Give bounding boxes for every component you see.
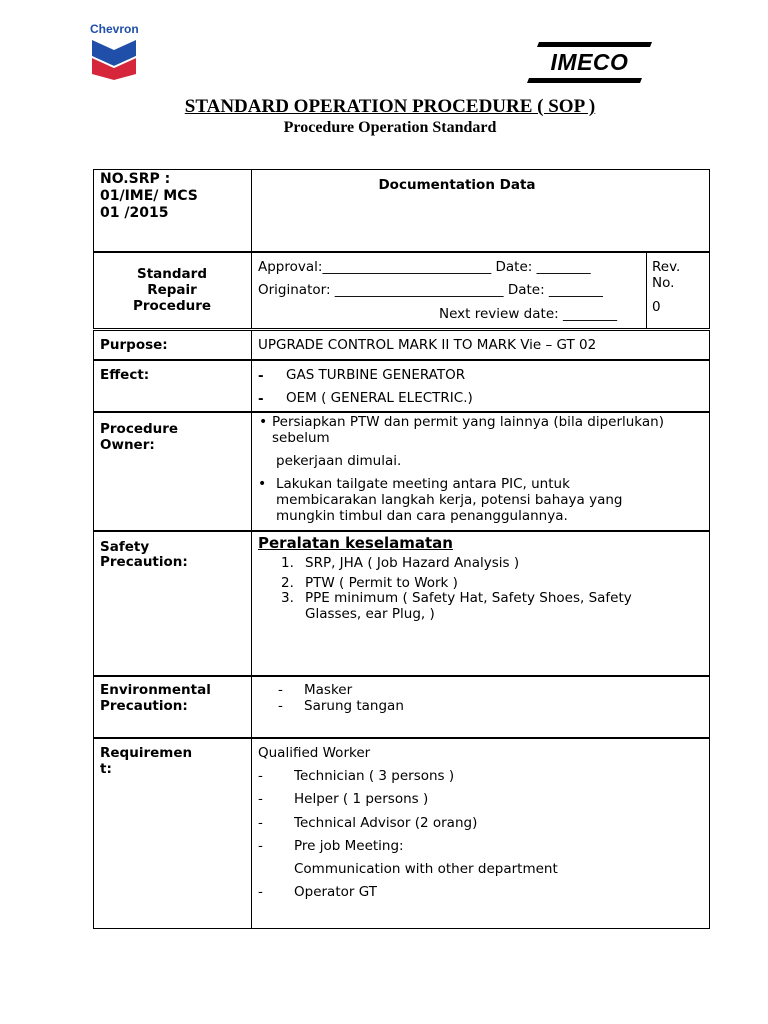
owner-item2-line3: mungkin timbul dan cara penanggulannya.	[276, 508, 568, 524]
safety-item-num: 3.	[281, 590, 294, 606]
rev-label-line2: No.	[652, 275, 675, 291]
environmental-label-line2: Precaution:	[100, 698, 188, 714]
column-divider	[251, 738, 252, 929]
req-bullet: -	[258, 791, 263, 807]
effect-item: OEM ( GENERAL ELECTRIC.)	[286, 390, 473, 406]
req-item: Pre job Meeting:	[294, 838, 404, 854]
documentation-data-heading: Documentation Data	[378, 177, 536, 193]
column-divider	[251, 330, 252, 360]
safety-item: PPE minimum ( Safety Hat, Safety Shoes, Safety	[305, 590, 632, 606]
column-divider	[251, 412, 252, 531]
env-item: Sarung tangan	[304, 698, 404, 714]
safety-item-num: 1.	[281, 555, 294, 571]
no-srp-value-line1: 01/IME/ MCS	[100, 188, 198, 204]
column-divider	[251, 252, 252, 329]
rev-label-line1: Rev.	[652, 259, 681, 275]
safety-item: PTW ( Permit to Work )	[305, 575, 458, 591]
safety-item-num: 2.	[281, 575, 294, 591]
req-item: Technician ( 3 persons )	[294, 768, 455, 784]
owner-item1-line1: Persiapkan PTW dan permit yang lainnya (bila diperlukan)	[272, 414, 664, 430]
imeco-logo	[527, 42, 652, 84]
req-bullet: -	[258, 768, 263, 784]
env-bullet: -	[278, 698, 283, 714]
safety-label-line1: Safety	[100, 539, 150, 555]
req-bullet: -	[258, 838, 263, 854]
effect-item: GAS TURBINE GENERATOR	[286, 367, 466, 383]
column-divider	[251, 360, 252, 412]
requirement-label-line2: t:	[100, 761, 112, 777]
req-bullet: -	[258, 884, 263, 900]
req-item: Technical Advisor (2 orang)	[294, 815, 478, 831]
chevron-logo-text: Chevron	[90, 22, 139, 36]
rev-value: 0	[652, 299, 661, 315]
chevron-logo	[90, 22, 138, 80]
chevron-logo-mark	[92, 36, 136, 80]
procedure-owner-label-line2: Owner:	[100, 437, 155, 453]
owner-item2-line1: Lakukan tailgate meeting antara PIC, untuk	[276, 476, 570, 492]
column-divider	[251, 676, 252, 738]
procedure-type-line2: Repair	[147, 282, 197, 298]
owner-item2-line2: membicarakan langkah kerja, potensi bahaya yang	[276, 492, 623, 508]
effect-bullet: -	[258, 391, 264, 407]
imeco-logo-text: IMECO	[550, 49, 629, 75]
bullet-icon: •	[258, 476, 267, 492]
procedure-type-line1: Standard	[137, 266, 207, 282]
env-bullet: -	[278, 682, 283, 698]
rev-divider	[646, 252, 647, 329]
requirement-label-line1: Requiremen	[100, 745, 193, 761]
effect-bullet: -	[258, 368, 264, 384]
purpose-value: UPGRADE CONTROL MARK II TO MARK Vie – GT 02	[258, 337, 597, 353]
column-divider	[251, 531, 252, 676]
document-title: STANDARD OPERATION PROCEDURE ( SOP )	[184, 96, 596, 117]
req-item: Communication with other department	[294, 861, 558, 877]
document-subtitle: Procedure Operation Standard	[283, 119, 497, 136]
approval-field: Approval:_________________________ Date: ________	[258, 259, 591, 275]
originator-field: Originator: _________________________ Date: ________	[258, 282, 603, 298]
owner-item1-line2: sebelum	[272, 430, 330, 446]
procedure-type-line3: Procedure	[132, 298, 212, 314]
no-srp-value-line2: 01 /2015	[100, 205, 169, 221]
env-item: Masker	[304, 682, 353, 698]
owner-item1-line3: pekerjaan dimulai.	[276, 453, 402, 469]
effect-label: Effect:	[100, 367, 150, 383]
purpose-label: Purpose:	[100, 337, 168, 353]
environmental-label-line1: Environmental	[100, 682, 211, 698]
procedure-owner-label-line1: Procedure	[100, 421, 179, 437]
safety-item: SRP, JHA ( Job Hazard Analysis )	[305, 555, 520, 571]
next-review-field: Next review date: ________	[439, 306, 617, 322]
safety-item-continued: Glasses, ear Plug, )	[305, 606, 435, 622]
req-item: Helper ( 1 persons )	[294, 791, 429, 807]
bullet-icon: •	[259, 414, 268, 430]
requirement-row	[93, 738, 710, 929]
no-srp-label: NO.SRP :	[100, 171, 171, 187]
req-item: Operator GT	[294, 884, 377, 900]
safety-heading: Peralatan keselamatan	[258, 534, 453, 552]
requirement-heading: Qualified Worker	[258, 745, 371, 761]
safety-label-line2: Precaution:	[100, 554, 188, 570]
req-bullet: -	[258, 815, 263, 831]
